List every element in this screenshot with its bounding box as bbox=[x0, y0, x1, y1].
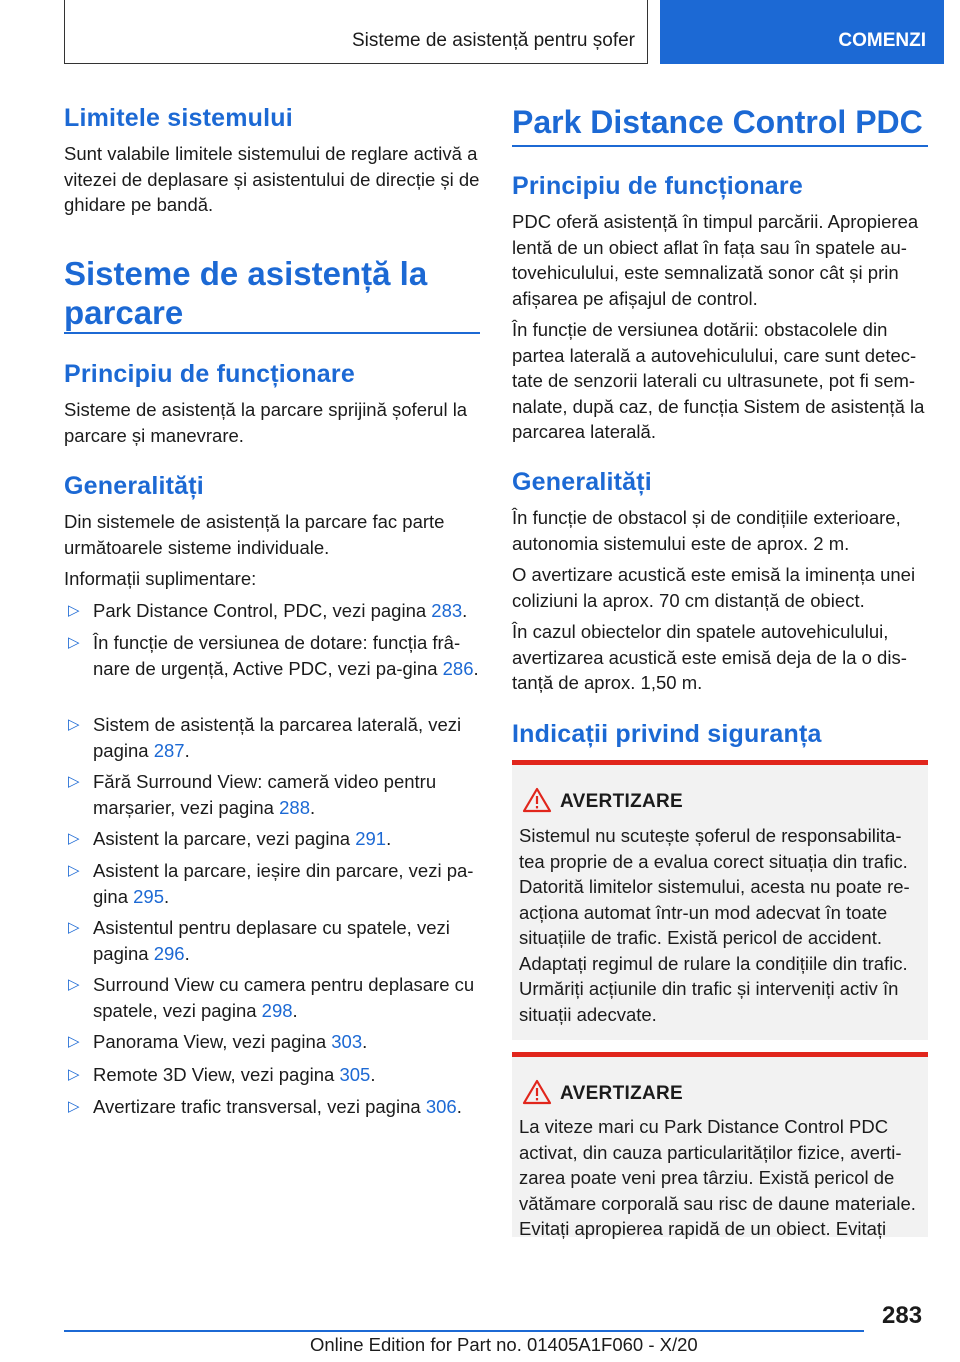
triangle-bullet-icon: ▷ bbox=[68, 976, 80, 993]
safety-heading: Indicații privind siguranța bbox=[512, 720, 822, 748]
list-item: ▷ Remote 3D View, vezi pagina 305. bbox=[64, 1062, 480, 1088]
principle-paragraph-2: În funcție de versiunea dotării: obstacolele din partea laterală a autovehiculului, care sunt detec-tate de senzorii laterali cu ultrasunete, pot fi sem-nalate, după caz, de funcția Sistem de asistență la parcarea laterală. bbox=[512, 319, 925, 442]
edition-footer: Online Edition for Part no. 01405A1F060 - X/20 bbox=[310, 1334, 698, 1355]
section-title: Sisteme de asistență pentru șofer bbox=[351, 30, 635, 51]
page-link[interactable]: 295 bbox=[133, 885, 164, 907]
chapter-rule bbox=[64, 332, 480, 334]
warning-text: Sistemul nu scutește șoferul de responsabilita-tea proprie de a evalua corect situația din trafic. Datorită limitelor sistemului, acesta nu poate re-acționa automat într-un mod adecvat în toate situațiile de trafic. Există pericol de accident. Adaptați regimul de rulare la condițiile din trafic. Urmăriți acțiunile din trafic și interveniți activ în situații adecvate. bbox=[519, 825, 910, 1025]
list-item-text: Sistem de asistență la parcarea laterală, vezi pagina bbox=[93, 714, 462, 761]
triangle-bullet-icon: ▷ bbox=[68, 1098, 80, 1115]
list-item: ▷ Avertizare trafic transversal, vezi pagina 306. bbox=[64, 1094, 480, 1120]
list-item: ▷ Asistent la parcare, vezi pagina 291. bbox=[64, 826, 480, 852]
page-link[interactable]: 283 bbox=[431, 600, 463, 621]
page-link[interactable]: 298 bbox=[261, 999, 293, 1021]
triangle-bullet-icon: ▷ bbox=[68, 862, 80, 879]
list-item: ▷ În funcție de versiunea de dotare: funcția frâ-nare de urgență, Active PDC, vezi pa-gina 286. bbox=[68, 632, 479, 679]
triangle-bullet-icon: ▷ bbox=[68, 919, 80, 936]
triangle-bullet-icon: ▷ bbox=[68, 830, 80, 847]
warning-triangle-icon bbox=[522, 785, 552, 815]
principle-heading: Principiu de funcționare bbox=[512, 172, 803, 200]
triangle-bullet-icon: ▷ bbox=[68, 716, 80, 733]
triangle-bullet-icon: ▷ bbox=[68, 1033, 80, 1050]
list-item-text: Asistent la parcare, vezi pagina bbox=[93, 828, 356, 849]
limits-heading: Limitele sistemului bbox=[64, 104, 293, 132]
chapter-heading-pdc: Park Distance Control PDC bbox=[512, 104, 923, 140]
page-link[interactable]: 291 bbox=[355, 828, 387, 849]
page-link[interactable]: 288 bbox=[279, 796, 310, 818]
list-item-text: În funcție de versiunea de dotare: funcția frâ-nare de urgență, Active PDC, vezi pa-gina bbox=[93, 632, 461, 679]
list-item-text: Avertizare trafic transversal, vezi pagina bbox=[93, 1096, 426, 1117]
warning-triangle-icon bbox=[522, 1077, 552, 1107]
tab-label: COMENZI bbox=[838, 30, 926, 51]
triangle-bullet-icon: ▷ bbox=[68, 602, 80, 619]
list-item: ▷ Panorama View, vezi pagina 303. bbox=[64, 1029, 480, 1055]
page-number: 283 bbox=[882, 1302, 923, 1329]
general-paragraph-3: În cazul obiectelor din spatele autovehiculului, avertizarea acustică este emisă deja de la o dis-tanță de aprox. 1,50 m. bbox=[512, 621, 907, 693]
warning-title: AVERTIZARE bbox=[560, 791, 683, 812]
page-link[interactable]: 303 bbox=[331, 1031, 363, 1052]
chapter-rule bbox=[512, 145, 928, 147]
general-heading: Generalități bbox=[512, 468, 652, 496]
triangle-bullet-icon: ▷ bbox=[68, 634, 80, 651]
tab-comenzi[interactable] bbox=[660, 0, 944, 64]
list-item: ▷ Asistent la parcare, ieșire din parcare, vezi pa-gina 295. bbox=[68, 860, 474, 907]
general-text: Din sistemele de asistență la parcare fac parte următoarele sisteme individuale. bbox=[64, 511, 445, 558]
general-heading: Generalități bbox=[64, 472, 204, 500]
list-item-text: Fără Surround View: cameră video pentru marșarier, vezi pagina bbox=[93, 771, 437, 818]
list-item-text: Asistent la parcare, ieșire din parcare, vezi pa-gina bbox=[93, 860, 474, 907]
warning-title: AVERTIZARE bbox=[560, 1083, 683, 1104]
page-link[interactable]: 306 bbox=[425, 1096, 457, 1117]
principle-text: Sisteme de asistență la parcare sprijină șoferul la parcare și manevrare. bbox=[64, 399, 468, 446]
general-paragraph-1: În funcție de obstacol și de condițiile exterioare, autonomia sistemului este de aprox. 2 m. bbox=[512, 507, 901, 554]
list-item-text: Panorama View, vezi pagina bbox=[93, 1031, 332, 1052]
list-item: ▷ Fără Surround View: cameră video pentru marșarier, vezi pagina 288. bbox=[68, 771, 437, 818]
list-item: ▷ Park Distance Control, PDC, vezi pagina 283. bbox=[64, 598, 480, 624]
principle-heading: Principiu de funcționare bbox=[64, 360, 355, 388]
list-item: ▷ Sistem de asistență la parcarea laterală, vezi pagina 287. bbox=[68, 714, 462, 761]
general-paragraph-2: O avertizare acustică este emisă la iminența unei coliziuni la aprox. 70 cm distanță de obiect. bbox=[512, 564, 916, 611]
principle-paragraph-1: PDC oferă asistență în timpul parcării. Apropierea lentă de un obiect aflat în fața sau în spatele au-tovehiculului, este semnalizată sonor cât și prin afișarea pe afișajul de control. bbox=[512, 211, 919, 309]
footer-rule bbox=[64, 1330, 864, 1332]
list-item-text: Surround View cu camera pentru deplasare cu spatele, vezi pagina bbox=[93, 974, 475, 1021]
triangle-bullet-icon: ▷ bbox=[68, 773, 80, 790]
list-item-text: Park Distance Control, PDC, vezi pagina bbox=[93, 600, 432, 621]
page-link[interactable]: 296 bbox=[153, 942, 185, 964]
page-link[interactable]: 287 bbox=[153, 739, 185, 761]
warning-box bbox=[512, 1052, 928, 1237]
limits-text: Sunt valabile limitele sistemului de reglare activă a vitezei de deplasare și asistentului de direcție și de ghidare pe bandă. bbox=[64, 143, 480, 215]
running-header bbox=[64, 0, 648, 64]
warning-text: La viteze mari cu Park Distance Control PDC activat, din cauza particularităților fizice, averti-zarea poate veni prea târziu. Există pericol de vătămare corporală sau risc de daune materiale. Evitați apropierea rapidă de un obiect. Evitați bbox=[519, 1116, 916, 1239]
chapter-heading-parking: Sisteme de asistență la parcare bbox=[64, 255, 428, 331]
warning-box bbox=[512, 760, 928, 1040]
info-label: Informații suplimentare: bbox=[64, 568, 257, 589]
triangle-bullet-icon: ▷ bbox=[68, 1066, 80, 1083]
list-item: ▷ Asistentul pentru deplasare cu spatele, vezi pagina 296. bbox=[68, 917, 450, 964]
list-item: ▷ Surround View cu camera pentru deplasare cu spatele, vezi pagina 298. bbox=[68, 974, 475, 1021]
list-item-text: Remote 3D View, vezi pagina bbox=[93, 1064, 340, 1085]
page-link[interactable]: 305 bbox=[339, 1064, 371, 1085]
list-item-text: Asistentul pentru deplasare cu spatele, vezi pagina bbox=[93, 917, 450, 964]
page-link[interactable]: 286 bbox=[442, 657, 474, 679]
